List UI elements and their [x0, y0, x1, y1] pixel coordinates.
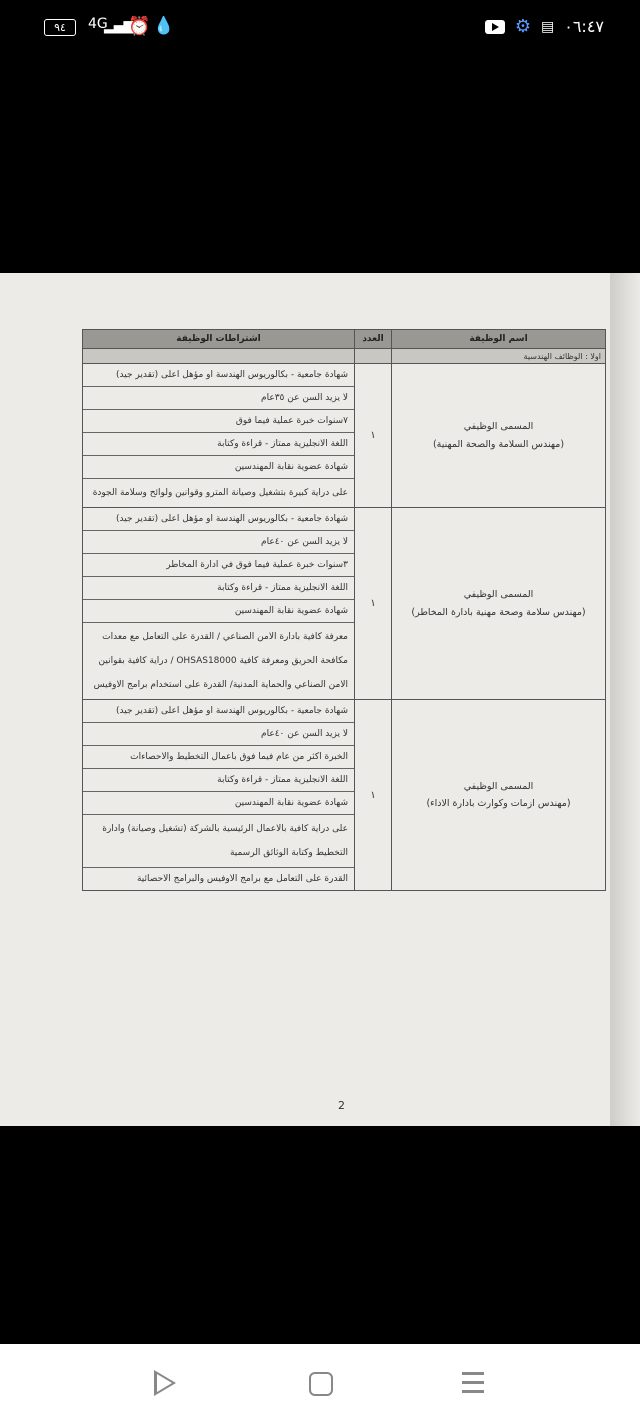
requirement-line: اللغة الانجليزية ممتاز - قراءة وكتابة — [83, 769, 354, 792]
requirement-line: على دراية كبيرة بتشغيل وصيانة المترو وقوانين ولوائح وسلامة الجودة — [92, 488, 348, 498]
job-count: ١ — [355, 364, 392, 508]
status-bar — [0, 0, 640, 56]
requirement-line: اللغة الانجليزية ممتاز - قراءة وكتابة — [83, 577, 354, 600]
battery-indicator: ٩٤ — [44, 19, 76, 36]
table-row — [83, 364, 606, 508]
section-engineering: اولا : الوظائف الهندسية — [392, 349, 606, 364]
page-number: 2 — [338, 1099, 345, 1112]
table-row — [83, 700, 606, 891]
requirement-line: شهادة جامعية - بكالوريوس الهندسة او مؤهل اعلى (تقدير جيد) — [83, 364, 354, 387]
jobs-table — [82, 329, 606, 891]
requirements-cell — [83, 508, 355, 700]
requirement-line: لا يزيد السن عن ٤٠عام — [83, 723, 354, 746]
header-job-name: اسم الوظيفة — [392, 330, 606, 349]
requirement-line: ٧سنوات خبرة عملية فيما فوق — [83, 410, 354, 433]
requirement-line: ٣سنوات خبرة عملية فيما فوق في ادارة المخاطر — [83, 554, 354, 577]
requirement-line: القدرة على التعامل مع برامج الاوفيس والبرامج الاحصائية — [136, 874, 348, 884]
requirement-line: اللغة الانجليزية ممتاز - قراءة وكتابة — [83, 433, 354, 456]
requirement-line: شهادة عضوية نقابة المهندسين — [83, 792, 354, 815]
requirements-cell — [83, 364, 355, 508]
page-edge-shadow — [610, 273, 640, 1126]
requirement-line: معرفة كافية بادارة الامن الصناعي / القدرة على التعامل مع معدات مكافحة الحريق ومعرفة كافية OHSAS18000 / دراية كافية بقوانين الامن الصناعي والحماية المدنية/ القدرة على استخدام برامج الاوفيس — [93, 632, 348, 690]
job-title-label: المسمى الوظيفي — [463, 421, 534, 433]
job-title: (مهندس السلامة والصحة المهنية) — [432, 438, 565, 450]
header-count: العدد — [355, 330, 392, 349]
job-title-label: المسمى الوظيفي — [463, 780, 534, 792]
job-title-cell — [392, 364, 606, 508]
requirement-line: شهادة جامعية - بكالوريوس الهندسة او مؤهل اعلى (تقدير جيد) — [83, 508, 354, 531]
requirement-line: لا يزيد السن عن ٤٠عام — [83, 531, 354, 554]
requirement-line: شهادة عضوية نقابة المهندسين — [83, 600, 354, 623]
job-title-cell — [392, 700, 606, 891]
network-type: 4G — [88, 16, 108, 32]
requirement-line: شهادة عضوية نقابة المهندسين — [83, 456, 354, 479]
youtube-icon — [485, 20, 505, 34]
job-title-cell — [392, 508, 606, 700]
job-title-label: المسمى الوظيفي — [463, 589, 534, 601]
job-title: (مهندس ازمات وكوارث بادارة الاداء) — [426, 798, 571, 809]
data-saver-icon: 💧 — [153, 16, 175, 36]
back-icon[interactable] — [154, 1370, 176, 1396]
message-icon: ▤ — [541, 18, 555, 35]
table-row — [83, 508, 606, 700]
requirement-line: على دراية كافية بالاعمال الرئيسية بالشركة (تشغيل وصيانة) وادارة التخطيط وكتابة الوثائق الرسمية — [83, 815, 354, 868]
home-icon[interactable] — [309, 1372, 333, 1396]
signal-icon: ▂▄▆ — [104, 18, 134, 34]
recents-icon[interactable] — [462, 1372, 484, 1394]
alarm-icon: ⏰ — [128, 16, 151, 37]
requirement-line: لا يزيد السن عن ٣٥عام — [83, 387, 354, 410]
requirements-cell — [83, 700, 355, 891]
clock: ٠٦:٤٧ — [564, 17, 604, 36]
requirement-line: شهادة جامعية - بكالوريوس الهندسة او مؤهل اعلى (تقدير جيد) — [83, 700, 354, 723]
header-requirements: اشتراطات الوظيفة — [83, 330, 355, 349]
job-title: (مهندس سلامة وصحة مهنية بادارة المخاطر) — [411, 606, 586, 618]
settings-icon: ⚙ — [514, 16, 531, 37]
job-count: ١ — [355, 508, 392, 700]
job-count: ١ — [355, 700, 392, 891]
document-photo[interactable] — [0, 273, 640, 1126]
navigation-bar — [0, 1344, 640, 1422]
requirement-line: الخبرة اكثر من عام فيما فوق باعمال التخطيط والاحصاءات — [83, 746, 354, 769]
